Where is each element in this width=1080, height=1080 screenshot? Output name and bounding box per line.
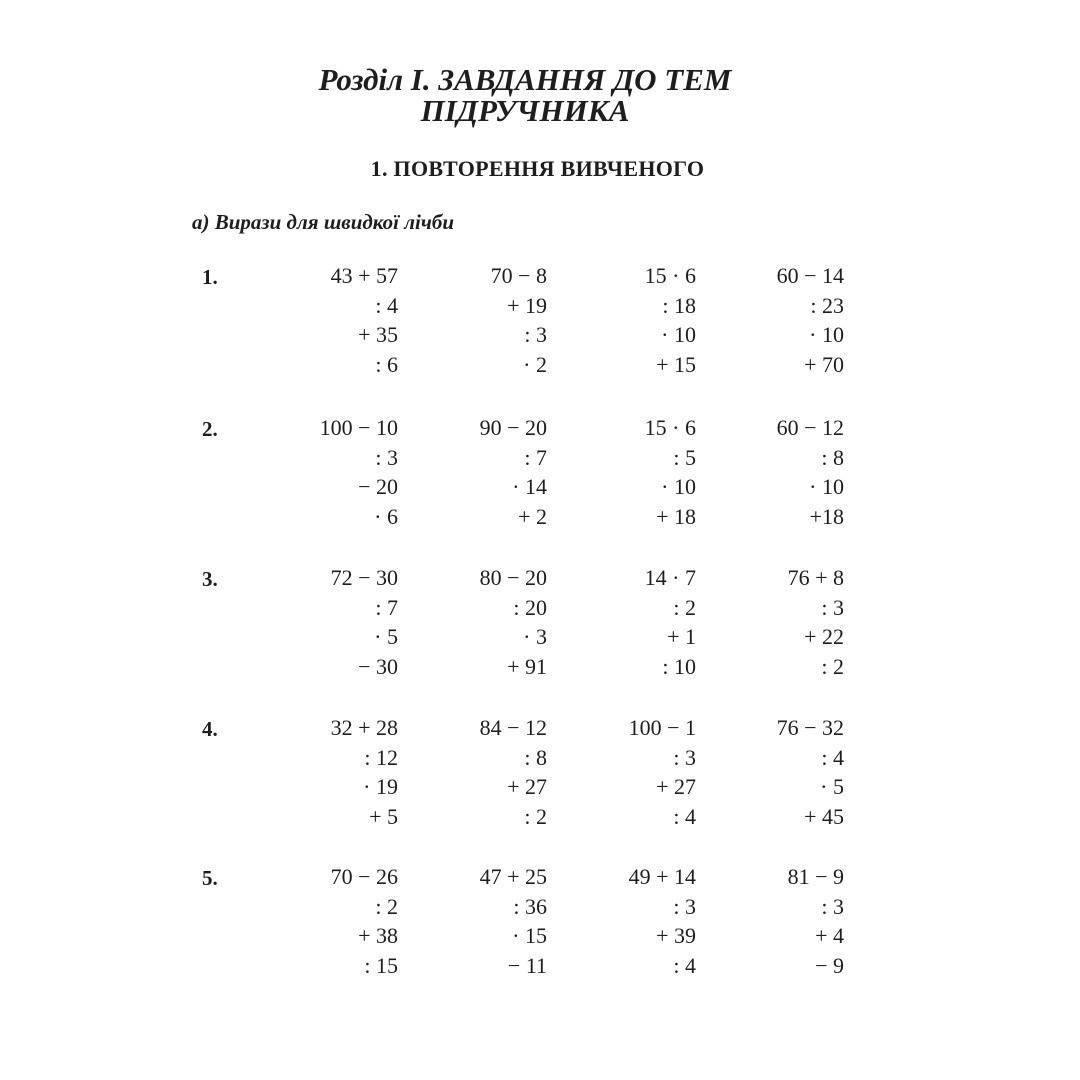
operation-step: : 8 [821, 444, 844, 470]
operation-step: : 4 [375, 292, 398, 318]
operation-step: · 3 [523, 624, 547, 650]
expression-chain [397, 265, 547, 383]
expression-chain [546, 717, 696, 835]
start-expression: 15 · 6 [644, 415, 696, 440]
exercise-number: 3. [202, 567, 218, 591]
operation-step: + 39 [656, 923, 696, 949]
operation-step: · 10 [661, 322, 696, 348]
operation-step: + 18 [656, 503, 696, 529]
operation-step: : 3 [673, 893, 696, 919]
operation-step: : 18 [662, 292, 696, 318]
exercise-2 [0, 417, 1080, 547]
operation-step: : 2 [821, 653, 844, 679]
operation-step: + 27 [507, 774, 547, 800]
start-expression: 80 − 20 [479, 565, 547, 590]
start-expression: 90 − 20 [479, 415, 547, 440]
operation-step: : 3 [375, 444, 398, 470]
operation-step: : 7 [524, 444, 547, 470]
start-expression: 60 − 14 [776, 263, 844, 288]
operation-step: + 15 [656, 351, 696, 377]
expression-chain [694, 417, 844, 535]
operation-step: − 30 [358, 653, 398, 679]
operation-step: · 5 [374, 624, 398, 650]
section-title: 1. ПОВТОРЕННЯ ВИВЧЕНОГО [370, 156, 705, 181]
expression-chain [694, 717, 844, 835]
operation-step: + 35 [358, 322, 398, 348]
operation-step: + 1 [667, 624, 696, 650]
expression-chain [397, 417, 547, 535]
operation-step: − 9 [815, 952, 844, 978]
operation-step: : 12 [364, 744, 398, 770]
operation-step: : 2 [673, 594, 696, 620]
start-expression: 60 − 12 [776, 415, 844, 440]
start-expression: 76 + 8 [787, 565, 844, 590]
exercise-number: 5. [202, 866, 218, 890]
operation-step: : 3 [821, 594, 844, 620]
expression-chain [546, 567, 696, 685]
page-title-line-1: Розділ I. ЗАВДАННЯ ДО ТЕМ [318, 62, 732, 97]
start-expression: 15 · 6 [644, 263, 696, 288]
exercise-number: 2. [202, 417, 218, 441]
operation-step: : 20 [513, 594, 547, 620]
start-expression: 32 + 28 [330, 715, 398, 740]
operation-step: : 8 [524, 744, 547, 770]
expression-chain [694, 567, 844, 685]
operation-step: : 4 [821, 744, 844, 770]
start-expression: 43 + 57 [330, 263, 398, 288]
start-expression: 47 + 25 [479, 864, 547, 889]
operation-step: · 2 [523, 351, 547, 377]
operation-step: : 5 [673, 444, 696, 470]
operation-step: · 10 [661, 474, 696, 500]
expression-chain [694, 265, 844, 383]
expression-chain [248, 567, 398, 685]
operation-step: + 22 [804, 624, 844, 650]
expression-chain [397, 567, 547, 685]
exercise-number: 1. [202, 265, 218, 289]
operation-step: · 6 [374, 503, 398, 529]
expression-chain [397, 717, 547, 835]
expression-chain [248, 417, 398, 535]
operation-step: + 27 [656, 774, 696, 800]
operation-step: : 2 [524, 803, 547, 829]
start-expression: 81 − 9 [787, 864, 844, 889]
start-expression: 70 − 26 [330, 864, 398, 889]
operation-step: : 2 [375, 893, 398, 919]
operation-step: + 91 [507, 653, 547, 679]
operation-step: + 2 [518, 503, 547, 529]
expression-chain [248, 866, 398, 984]
operation-step: · 5 [820, 774, 844, 800]
operation-step: : 15 [364, 952, 398, 978]
operation-step: : 36 [513, 893, 547, 919]
start-expression: 100 − 10 [319, 415, 398, 440]
operation-step: + 38 [358, 923, 398, 949]
operation-step: + 45 [804, 803, 844, 829]
start-expression: 49 + 14 [628, 864, 696, 889]
expression-chain [248, 265, 398, 383]
operation-step: : 3 [524, 322, 547, 348]
exercise-3 [0, 567, 1080, 697]
start-expression: 14 · 7 [644, 565, 696, 590]
operation-step: · 14 [512, 474, 547, 500]
subsection-title: а) Вирази для швидкої лічби [192, 210, 455, 234]
operation-step: : 3 [821, 893, 844, 919]
operation-step: + 5 [369, 803, 398, 829]
start-expression: 84 − 12 [479, 715, 547, 740]
operation-step: + 19 [507, 292, 547, 318]
exercise-number: 4. [202, 717, 218, 741]
expression-chain [694, 866, 844, 984]
expression-chain [397, 866, 547, 984]
operation-step: + 4 [815, 923, 844, 949]
operation-step: : 4 [673, 803, 696, 829]
start-expression: 100 − 1 [628, 715, 696, 740]
operation-step: · 10 [809, 322, 844, 348]
operation-step: : 7 [375, 594, 398, 620]
exercise-5 [0, 866, 1080, 996]
operation-step: · 10 [809, 474, 844, 500]
operation-step: − 20 [358, 474, 398, 500]
operation-step: : 6 [375, 351, 398, 377]
operation-step: : 10 [662, 653, 696, 679]
operation-step: : 4 [673, 952, 696, 978]
operation-step: + 70 [804, 351, 844, 377]
start-expression: 72 − 30 [330, 565, 398, 590]
operation-step: : 23 [810, 292, 844, 318]
expression-chain [546, 265, 696, 383]
exercise-4 [0, 717, 1080, 847]
operation-step: · 15 [512, 923, 547, 949]
operation-step: − 11 [507, 952, 547, 978]
expression-chain [546, 417, 696, 535]
expression-chain [546, 866, 696, 984]
start-expression: 70 − 8 [490, 263, 547, 288]
expression-chain [248, 717, 398, 835]
page-title [0, 64, 1050, 126]
operation-step: · 19 [363, 774, 398, 800]
operation-step: : 3 [673, 744, 696, 770]
exercise-1 [0, 265, 1080, 395]
start-expression: 76 − 32 [776, 715, 844, 740]
operation-step: +18 [809, 503, 844, 529]
page-title-line-2: ПІДРУЧНИКА [420, 93, 630, 128]
